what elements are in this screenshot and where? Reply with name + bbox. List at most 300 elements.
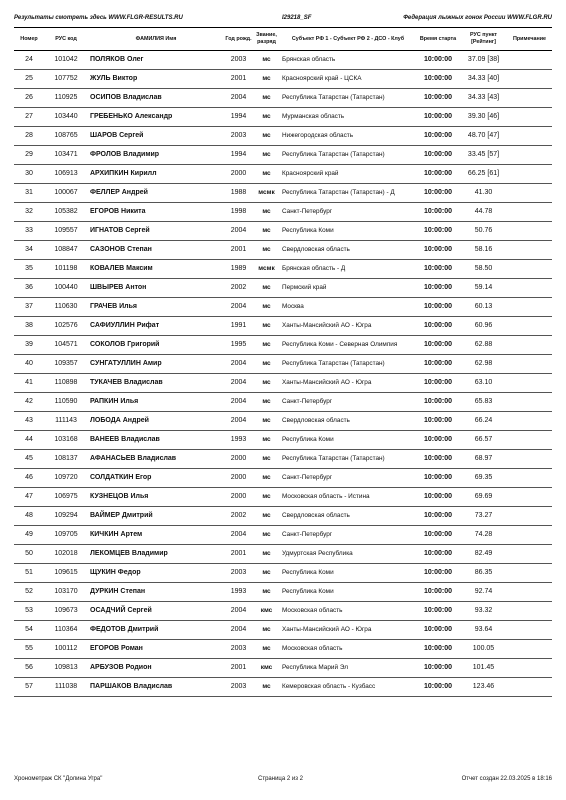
- rus-code-cell: 104571: [44, 336, 88, 355]
- athlete-name-cell: СОКОЛОВ Григорий: [88, 336, 224, 355]
- birth-year-cell: 2004: [224, 602, 253, 621]
- start-list-table: [14, 27, 552, 697]
- birth-year-cell: 2003: [224, 127, 253, 146]
- bib-number-cell: 42: [14, 393, 44, 412]
- region-cell: Ханты-Мансийский АО - Югра: [280, 374, 416, 393]
- region-cell: Брянская область: [280, 51, 416, 70]
- bib-number-cell: 53: [14, 602, 44, 621]
- birth-year-cell: 2004: [224, 89, 253, 108]
- rus-points-cell: 82.49: [460, 545, 507, 564]
- note-cell: [507, 393, 552, 412]
- rus-points-cell: 34.33 [43]: [460, 89, 507, 108]
- note-cell: [507, 431, 552, 450]
- rus-code-cell: 105382: [44, 203, 88, 222]
- rus-code-cell: 106913: [44, 165, 88, 184]
- rus-code-cell: 109294: [44, 507, 88, 526]
- rus-points-cell: 101.45: [460, 659, 507, 678]
- footer-report-date: Отчет создан 22.03.2025 в 18:16: [461, 776, 552, 782]
- athlete-name-cell: ШАРОВ Сергей: [88, 127, 224, 146]
- athlete-name-cell: ФРОЛОВ Владимир: [88, 146, 224, 165]
- note-cell: [507, 545, 552, 564]
- region-cell: Свердловская область: [280, 241, 416, 260]
- rus-code-cell: 103168: [44, 431, 88, 450]
- table-row: [14, 222, 552, 241]
- birth-year-cell: 1993: [224, 583, 253, 602]
- col-header-name: ФАМИЛИЯ Имя: [88, 28, 224, 51]
- athlete-name-cell: РАПКИН Илья: [88, 393, 224, 412]
- table-row: [14, 51, 552, 70]
- birth-year-cell: 2004: [224, 412, 253, 431]
- note-cell: [507, 526, 552, 545]
- athlete-name-cell: САЗОНОВ Степан: [88, 241, 224, 260]
- sport-rank-cell: мс: [253, 469, 280, 488]
- table-row: [14, 260, 552, 279]
- bib-number-cell: 34: [14, 241, 44, 260]
- federation-site-text: Федерация лыжных гонок России WWW.FLGR.RU: [403, 15, 552, 21]
- birth-year-cell: 2003: [224, 564, 253, 583]
- athlete-name-cell: ГРЕБЕНЬКО Александр: [88, 108, 224, 127]
- rus-code-cell: 109720: [44, 469, 88, 488]
- start-time-cell: 10:00:00: [416, 526, 460, 545]
- athlete-name-cell: ФЕЛЛЕР Андрей: [88, 184, 224, 203]
- start-time-cell: 10:00:00: [416, 146, 460, 165]
- footer-page-number: Страница 2 из 2: [258, 776, 303, 782]
- bib-number-cell: 30: [14, 165, 44, 184]
- region-cell: Республика Коми: [280, 431, 416, 450]
- page-header: [14, 15, 552, 25]
- sport-rank-cell: мс: [253, 146, 280, 165]
- start-time-cell: 10:00:00: [416, 659, 460, 678]
- note-cell: [507, 260, 552, 279]
- birth-year-cell: 2001: [224, 659, 253, 678]
- sport-rank-cell: мс: [253, 450, 280, 469]
- rus-code-cell: 100067: [44, 184, 88, 203]
- table-row: [14, 602, 552, 621]
- bib-number-cell: 27: [14, 108, 44, 127]
- birth-year-cell: 2001: [224, 70, 253, 89]
- birth-year-cell: 2004: [224, 526, 253, 545]
- rus-points-cell: 63.10: [460, 374, 507, 393]
- bib-number-cell: 33: [14, 222, 44, 241]
- rus-code-cell: 111038: [44, 678, 88, 697]
- bib-number-cell: 32: [14, 203, 44, 222]
- rus-code-cell: 102576: [44, 317, 88, 336]
- athlete-name-cell: ШВЫРЕВ Антон: [88, 279, 224, 298]
- sport-rank-cell: мс: [253, 298, 280, 317]
- rus-code-cell: 108765: [44, 127, 88, 146]
- bib-number-cell: 44: [14, 431, 44, 450]
- table-row: [14, 203, 552, 222]
- race-code: I29218_SF: [282, 15, 312, 21]
- start-time-cell: 10:00:00: [416, 488, 460, 507]
- rus-points-cell: 62.88: [460, 336, 507, 355]
- athlete-name-cell: ГРАЧЕВ Илья: [88, 298, 224, 317]
- birth-year-cell: 1991: [224, 317, 253, 336]
- sport-rank-cell: мс: [253, 640, 280, 659]
- birth-year-cell: 2003: [224, 678, 253, 697]
- start-time-cell: 10:00:00: [416, 431, 460, 450]
- bib-number-cell: 25: [14, 70, 44, 89]
- rus-points-cell: 69.35: [460, 469, 507, 488]
- bib-number-cell: 48: [14, 507, 44, 526]
- rus-code-cell: 100440: [44, 279, 88, 298]
- birth-year-cell: 1994: [224, 146, 253, 165]
- region-cell: Московская область - Истина: [280, 488, 416, 507]
- note-cell: [507, 108, 552, 127]
- table-header-row: [14, 28, 552, 51]
- col-header-region: Субъект РФ 1 - Субъект РФ 2 - ДСО - Клуб: [280, 28, 416, 51]
- table-row: [14, 355, 552, 374]
- rus-points-cell: 39.30 [46]: [460, 108, 507, 127]
- athlete-name-cell: ЛОБОДА Андрей: [88, 412, 224, 431]
- note-cell: [507, 621, 552, 640]
- note-cell: [507, 488, 552, 507]
- table-row: [14, 184, 552, 203]
- start-time-cell: 10:00:00: [416, 355, 460, 374]
- birth-year-cell: 2000: [224, 450, 253, 469]
- note-cell: [507, 450, 552, 469]
- region-cell: Кемеровская область - Кузбасс: [280, 678, 416, 697]
- rus-code-cell: 108847: [44, 241, 88, 260]
- note-cell: [507, 241, 552, 260]
- athlete-name-cell: ОСАДЧИЙ Сергей: [88, 602, 224, 621]
- table-row: [14, 393, 552, 412]
- note-cell: [507, 51, 552, 70]
- sport-rank-cell: мс: [253, 89, 280, 108]
- start-time-cell: 10:00:00: [416, 184, 460, 203]
- rus-points-cell: 93.64: [460, 621, 507, 640]
- sport-rank-cell: мс: [253, 165, 280, 184]
- note-cell: [507, 469, 552, 488]
- rus-code-cell: 101198: [44, 260, 88, 279]
- note-cell: [507, 317, 552, 336]
- rus-code-cell: 107752: [44, 70, 88, 89]
- start-time-cell: 10:00:00: [416, 165, 460, 184]
- athlete-name-cell: КУЗНЕЦОВ Илья: [88, 488, 224, 507]
- region-cell: Московская область: [280, 602, 416, 621]
- start-time-cell: 10:00:00: [416, 89, 460, 108]
- sport-rank-cell: мс: [253, 545, 280, 564]
- sport-rank-cell: мс: [253, 222, 280, 241]
- birth-year-cell: 2004: [224, 222, 253, 241]
- rus-points-cell: 37.09 [38]: [460, 51, 507, 70]
- rus-code-cell: 109557: [44, 222, 88, 241]
- rus-points-cell: 66.25 [61]: [460, 165, 507, 184]
- note-cell: [507, 583, 552, 602]
- sport-rank-cell: мс: [253, 526, 280, 545]
- rus-code-cell: 109673: [44, 602, 88, 621]
- rus-points-cell: 65.83: [460, 393, 507, 412]
- note-cell: [507, 678, 552, 697]
- region-cell: Республика Коми: [280, 564, 416, 583]
- birth-year-cell: 1995: [224, 336, 253, 355]
- start-time-cell: 10:00:00: [416, 241, 460, 260]
- rus-code-cell: 110898: [44, 374, 88, 393]
- note-cell: [507, 222, 552, 241]
- rus-points-cell: 62.98: [460, 355, 507, 374]
- region-cell: Московская область: [280, 640, 416, 659]
- rus-points-cell: 58.50: [460, 260, 507, 279]
- table-row: [14, 279, 552, 298]
- start-time-cell: 10:00:00: [416, 127, 460, 146]
- bib-number-cell: 45: [14, 450, 44, 469]
- region-cell: Республика Татарстан (Татарстан) - Д: [280, 184, 416, 203]
- rus-points-cell: 60.13: [460, 298, 507, 317]
- bib-number-cell: 40: [14, 355, 44, 374]
- bib-number-cell: 35: [14, 260, 44, 279]
- athlete-name-cell: ИГНАТОВ Сергей: [88, 222, 224, 241]
- start-time-cell: 10:00:00: [416, 564, 460, 583]
- athlete-name-cell: ЕГОРОВ Никита: [88, 203, 224, 222]
- region-cell: Республика Татарстан (Татарстан): [280, 355, 416, 374]
- athlete-name-cell: ЕГОРОВ Роман: [88, 640, 224, 659]
- table-row: [14, 640, 552, 659]
- bib-number-cell: 39: [14, 336, 44, 355]
- rus-code-cell: 110630: [44, 298, 88, 317]
- rus-points-cell: 44.78: [460, 203, 507, 222]
- table-row: [14, 70, 552, 89]
- table-row: [14, 108, 552, 127]
- birth-year-cell: 1993: [224, 431, 253, 450]
- table-row: [14, 507, 552, 526]
- rus-points-cell: 86.35: [460, 564, 507, 583]
- note-cell: [507, 602, 552, 621]
- table-row: [14, 526, 552, 545]
- region-cell: Республика Коми - Северная Олимпия: [280, 336, 416, 355]
- sport-rank-cell: мс: [253, 678, 280, 697]
- birth-year-cell: 2001: [224, 241, 253, 260]
- region-cell: Санкт-Петербург: [280, 469, 416, 488]
- bib-number-cell: 54: [14, 621, 44, 640]
- start-time-cell: 10:00:00: [416, 393, 460, 412]
- rus-points-cell: 69.69: [460, 488, 507, 507]
- note-cell: [507, 374, 552, 393]
- birth-year-cell: 2000: [224, 165, 253, 184]
- sport-rank-cell: мс: [253, 374, 280, 393]
- col-header-rank: Звание, разряд: [253, 28, 280, 51]
- table-row: [14, 583, 552, 602]
- bib-number-cell: 55: [14, 640, 44, 659]
- note-cell: [507, 146, 552, 165]
- birth-year-cell: 2000: [224, 488, 253, 507]
- region-cell: Санкт-Петербург: [280, 393, 416, 412]
- start-time-cell: 10:00:00: [416, 374, 460, 393]
- region-cell: Республика Татарстан (Татарстан): [280, 146, 416, 165]
- rus-points-cell: 66.24: [460, 412, 507, 431]
- col-header-points: РУС пункт [Рейтинг]: [460, 28, 507, 51]
- note-cell: [507, 279, 552, 298]
- birth-year-cell: 1989: [224, 260, 253, 279]
- sport-rank-cell: мс: [253, 393, 280, 412]
- start-time-cell: 10:00:00: [416, 412, 460, 431]
- sport-rank-cell: мс: [253, 355, 280, 374]
- bib-number-cell: 41: [14, 374, 44, 393]
- birth-year-cell: 2004: [224, 621, 253, 640]
- rus-points-cell: 66.57: [460, 431, 507, 450]
- birth-year-cell: 1994: [224, 108, 253, 127]
- rus-points-cell: 93.32: [460, 602, 507, 621]
- rus-code-cell: 100112: [44, 640, 88, 659]
- sport-rank-cell: мс: [253, 108, 280, 127]
- start-time-cell: 10:00:00: [416, 317, 460, 336]
- note-cell: [507, 165, 552, 184]
- rus-points-cell: 100.05: [460, 640, 507, 659]
- region-cell: Мурманская область: [280, 108, 416, 127]
- col-header-year: Год рожд.: [224, 28, 253, 51]
- region-cell: Свердловская область: [280, 412, 416, 431]
- bib-number-cell: 38: [14, 317, 44, 336]
- table-row: [14, 412, 552, 431]
- athlete-name-cell: ОСИПОВ Владислав: [88, 89, 224, 108]
- region-cell: Пермский край: [280, 279, 416, 298]
- table-row: [14, 564, 552, 583]
- table-row: [14, 165, 552, 184]
- birth-year-cell: 2001: [224, 545, 253, 564]
- birth-year-cell: 2004: [224, 355, 253, 374]
- birth-year-cell: 1998: [224, 203, 253, 222]
- sport-rank-cell: мсмк: [253, 260, 280, 279]
- region-cell: Ханты-Мансийский АО - Югра: [280, 317, 416, 336]
- bib-number-cell: 52: [14, 583, 44, 602]
- table-row: [14, 374, 552, 393]
- bib-number-cell: 47: [14, 488, 44, 507]
- bib-number-cell: 49: [14, 526, 44, 545]
- table-row: [14, 336, 552, 355]
- bib-number-cell: 56: [14, 659, 44, 678]
- rus-points-cell: 50.76: [460, 222, 507, 241]
- region-cell: Москва: [280, 298, 416, 317]
- rus-code-cell: 103440: [44, 108, 88, 127]
- athlete-name-cell: ВАЙМЕР Дмитрий: [88, 507, 224, 526]
- athlete-name-cell: ЖУЛЬ Виктор: [88, 70, 224, 89]
- col-header-rus-code: РУС код: [44, 28, 88, 51]
- bib-number-cell: 29: [14, 146, 44, 165]
- sport-rank-cell: мс: [253, 279, 280, 298]
- birth-year-cell: 2002: [224, 279, 253, 298]
- start-time-cell: 10:00:00: [416, 545, 460, 564]
- rus-points-cell: 58.16: [460, 241, 507, 260]
- start-time-cell: 10:00:00: [416, 450, 460, 469]
- athlete-name-cell: АРХИПКИН Кирилл: [88, 165, 224, 184]
- table-row: [14, 146, 552, 165]
- note-cell: [507, 507, 552, 526]
- bib-number-cell: 26: [14, 89, 44, 108]
- table-row: [14, 450, 552, 469]
- table-row: [14, 545, 552, 564]
- sport-rank-cell: мс: [253, 127, 280, 146]
- sport-rank-cell: мс: [253, 507, 280, 526]
- athlete-name-cell: ЛЕКОМЦЕВ Владимир: [88, 545, 224, 564]
- birth-year-cell: 2000: [224, 469, 253, 488]
- sport-rank-cell: мс: [253, 336, 280, 355]
- athlete-name-cell: СУНГАТУЛЛИН Амир: [88, 355, 224, 374]
- start-time-cell: 10:00:00: [416, 621, 460, 640]
- region-cell: Ханты-Мансийский АО - Югра: [280, 621, 416, 640]
- note-cell: [507, 564, 552, 583]
- sport-rank-cell: мс: [253, 412, 280, 431]
- table-row: [14, 317, 552, 336]
- footer-timing: Хронометраж СК "Долина Угра": [14, 776, 103, 782]
- sport-rank-cell: мс: [253, 431, 280, 450]
- note-cell: [507, 412, 552, 431]
- rus-code-cell: 102018: [44, 545, 88, 564]
- start-time-cell: 10:00:00: [416, 640, 460, 659]
- sport-rank-cell: мс: [253, 583, 280, 602]
- bib-number-cell: 28: [14, 127, 44, 146]
- rus-code-cell: 101042: [44, 51, 88, 70]
- athlete-name-cell: АРБУЗОВ Родион: [88, 659, 224, 678]
- athlete-name-cell: ФЕДОТОВ Дмитрий: [88, 621, 224, 640]
- sport-rank-cell: мс: [253, 241, 280, 260]
- table-row: [14, 659, 552, 678]
- athlete-name-cell: ВАНЕЕВ Владислав: [88, 431, 224, 450]
- bib-number-cell: 46: [14, 469, 44, 488]
- region-cell: Санкт-Петербург: [280, 203, 416, 222]
- start-time-cell: 10:00:00: [416, 51, 460, 70]
- bib-number-cell: 43: [14, 412, 44, 431]
- table-row: [14, 431, 552, 450]
- sport-rank-cell: мс: [253, 621, 280, 640]
- note-cell: [507, 89, 552, 108]
- start-time-cell: 10:00:00: [416, 260, 460, 279]
- athlete-name-cell: ПАРШАКОВ Владислав: [88, 678, 224, 697]
- table-row: [14, 488, 552, 507]
- birth-year-cell: 2004: [224, 393, 253, 412]
- rus-code-cell: 110364: [44, 621, 88, 640]
- region-cell: Свердловская область: [280, 507, 416, 526]
- sport-rank-cell: мс: [253, 203, 280, 222]
- rus-points-cell: 68.97: [460, 450, 507, 469]
- rus-points-cell: 34.33 [40]: [460, 70, 507, 89]
- note-cell: [507, 184, 552, 203]
- bib-number-cell: 50: [14, 545, 44, 564]
- rus-code-cell: 109813: [44, 659, 88, 678]
- rus-code-cell: 103170: [44, 583, 88, 602]
- athlete-name-cell: СОЛДАТКИН Егор: [88, 469, 224, 488]
- sport-rank-cell: кмс: [253, 602, 280, 621]
- start-time-cell: 10:00:00: [416, 583, 460, 602]
- sport-rank-cell: мс: [253, 317, 280, 336]
- bib-number-cell: 37: [14, 298, 44, 317]
- start-time-cell: 10:00:00: [416, 602, 460, 621]
- rus-points-cell: 48.70 [47]: [460, 127, 507, 146]
- region-cell: Брянская область - Д: [280, 260, 416, 279]
- table-row: [14, 89, 552, 108]
- results-site-text: Результаты смотреть здесь WWW.FLGR-RESULTS.RU: [14, 15, 183, 21]
- region-cell: Республика Коми: [280, 583, 416, 602]
- region-cell: Республика Татарстан (Татарстан): [280, 450, 416, 469]
- rus-points-cell: 60.96: [460, 317, 507, 336]
- start-time-cell: 10:00:00: [416, 507, 460, 526]
- table-row: [14, 621, 552, 640]
- table-row: [14, 678, 552, 697]
- start-time-cell: 10:00:00: [416, 70, 460, 89]
- col-header-number: Номер: [14, 28, 44, 51]
- start-time-cell: 10:00:00: [416, 298, 460, 317]
- bib-number-cell: 57: [14, 678, 44, 697]
- birth-year-cell: 2004: [224, 298, 253, 317]
- start-time-cell: 10:00:00: [416, 279, 460, 298]
- rus-code-cell: 103471: [44, 146, 88, 165]
- region-cell: Республика Марий Эл: [280, 659, 416, 678]
- note-cell: [507, 336, 552, 355]
- table-row: [14, 127, 552, 146]
- region-cell: Республика Коми: [280, 222, 416, 241]
- note-cell: [507, 70, 552, 89]
- birth-year-cell: 1988: [224, 184, 253, 203]
- rus-code-cell: 108137: [44, 450, 88, 469]
- rus-points-cell: 74.28: [460, 526, 507, 545]
